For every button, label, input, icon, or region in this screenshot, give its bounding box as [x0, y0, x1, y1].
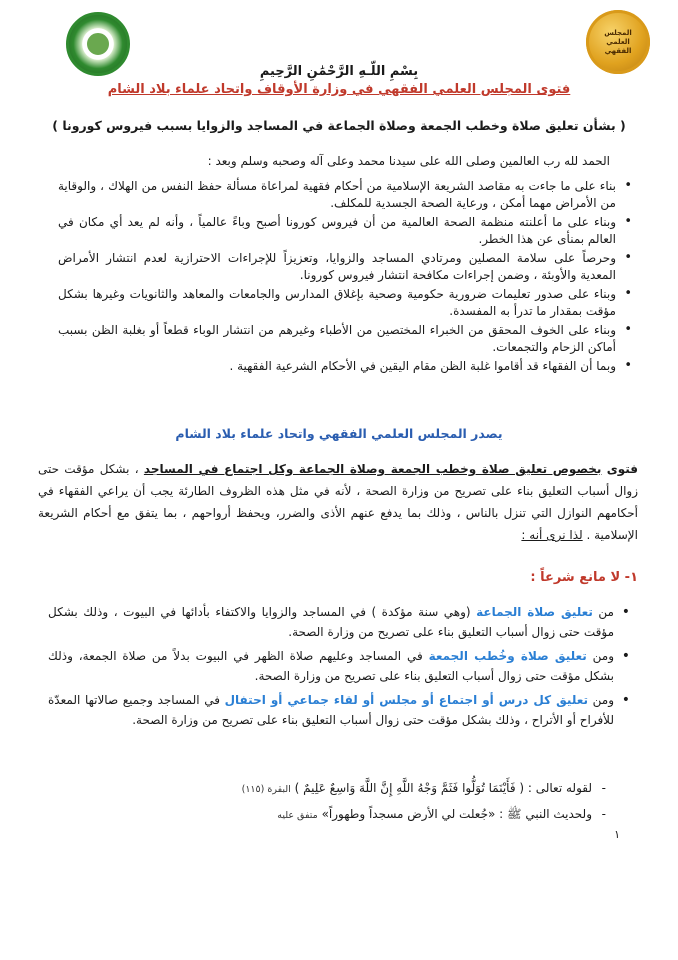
list-item: • وبناء على ما أعلنته منظمة الصحة العالمية من أن فيروس كورونا أصبح وباءً عالمياً ، وأنه لم يعد أي مكان في العالم بمنأى عن هذا الخطر. [58, 214, 638, 247]
fatwa-hence: لذا نرى أنه : [521, 528, 583, 542]
fatwa-subject-inline: بخصوص تعليق صلاة وخطب الجمعة وصلاة الجماعة وكل اجتماع في المساجد [143, 462, 602, 476]
section-heading: ١- لا مانع شرعاً : [530, 570, 638, 585]
list-item: • بناء على ما جاءت به مقاصد الشريعة الإسلامية من أحكام فقهية لمراعاة مسألة حفظ النفس من الهلاك ، والوقاية من الأمراض مهما أمكن ، ورعاية الصحة الجسدية للمكلف. [58, 178, 638, 211]
ruling-prefix: من [592, 605, 614, 619]
verse-reference: البقرة (١١٥) [241, 784, 291, 795]
evidence-list [46, 776, 606, 828]
list-item [46, 776, 606, 802]
list-item: • وبناء على صدور تعليمات ضرورية حكومية وصحية بإغلاق المدارس والجامعات والمعاهد والثانويات وغيرها بشكل مؤقت بمقدار ما تدرأ به المفسدة. [58, 286, 638, 319]
list-item [48, 690, 638, 730]
ruling-text: (وهي سنة مؤكدة ) في المساجد والزوايا والاكتفاء بأدائها في البيوت ، وذلك بشكل مؤقت حتى زوال أسباب التعليق بناء على تصريح من وزارة الصحة. [48, 605, 614, 639]
council-logo-text: المجلس العلمي الفقهي [604, 28, 632, 55]
ruling-text: في المساجد وجميع صالاتها المعدّة للأفراح أو الأتراح ، وذلك بشكل مؤقت حتى زوال أسباب التعليق بناء على تصريح من وزارة الصحة. [48, 693, 614, 727]
basmala: بِسْمِ اللّـهِ الرَّحْمَٰنِ الرَّحِيمِ [259, 64, 419, 79]
fatwa-text: ، بشكل مؤقت حتى زوال أسباب التعليق بناء على تصريح من وزارة الصحة ، لأنه في مثل هذه الظروف الطارئة يجب أن يراعي الفقهاء في أحكامهم النوازل التي تنزل بالناس ، وذلك بما يدفع عنهم الأذى والضرر، ويحفظ أرواحهم ، بما يتفق مع أحكام الشريعة الإسلامية . [38, 462, 638, 542]
list-item: • وبناء على الخوف المحقق من الخبراء المختصين من الأطباء وغيرهم من انتشار الوباء قطعاً أو بغلبة الظن بسبب أماكن الزحام والتجمعات. [58, 322, 638, 355]
hadith-reference: متفق عليه [277, 810, 318, 821]
ruling-highlight: تعليق كل درس أو اجتماع أو مجلس أو لقاء جماعي أو احتفال [224, 693, 588, 707]
list-item [46, 802, 606, 828]
emblem-icon [85, 31, 111, 57]
quran-verse: لقوله تعالى : ( فَأَيْنَمَا تُوَلُّوا فَثَمَّ وَجْهُ اللَّهِ إِنَّ اللَّهَ وَاسِعٌ عَلِيمٌ ) [294, 781, 592, 795]
issuing-statement: يصدر المجلس العلمي الفقهي واتحاد علماء بلاد الشام [175, 426, 503, 441]
fatwa-word: فتوى [606, 462, 638, 476]
hadith-text: ولحديث النبي ﷺ : «جُعلت لي الأرض مسجداً وطهوراً» [321, 807, 592, 821]
rulings-list [48, 602, 638, 734]
fatwa-paragraph [38, 458, 638, 546]
list-item: • وحرصاً على سلامة المصلين ومرتادي المساجد والزوايا، وتعزيزاً للإجراءات الاحترازية لعدم انتشار الأمراض المعدية والأوبئة ، وضمن إجراءات مكافحة انتشار فيروس كورونا. [58, 250, 638, 283]
opening-praise: الحمد لله رب العالمين وصلى الله على سيدنا محمد وعلى آله وصحبه وسلم وبعد : [207, 154, 610, 168]
list-item: • وبما أن الفقهاء قد أقاموا غلبة الظن مقام اليقين في الأحكام الشرعية الفقهية . [58, 358, 638, 375]
list-item [48, 646, 638, 686]
fatwa-subject: ( بشأن تعليق صلاة وخطب الجمعة وصلاة الجماعة في المساجد والزوايا بسبب فيروس كورونا ) [52, 118, 626, 133]
preamble-list [58, 178, 638, 378]
ruling-highlight: تعليق صلاة وخُطب الجمعة [428, 649, 587, 663]
ruling-highlight: تعليق صلاة الجماعة [476, 605, 593, 619]
ruling-text: في المساجد وعليهم صلاة الظهر في البيوت بدلاً من صلاة الجمعة، وذلك بشكل مؤقت حتى زوال أسباب التعليق بناء على تصريح من وزارة الصحة. [48, 649, 614, 683]
list-item [48, 602, 638, 642]
page-number: ١ [614, 828, 620, 841]
fatwa-title: فتوى المجلس العلمي الفقهي في وزارة الأوقاف واتحاد علماء بلاد الشام [107, 82, 571, 97]
ruling-prefix: ومن [588, 693, 614, 707]
ruling-prefix: ومن [586, 649, 614, 663]
